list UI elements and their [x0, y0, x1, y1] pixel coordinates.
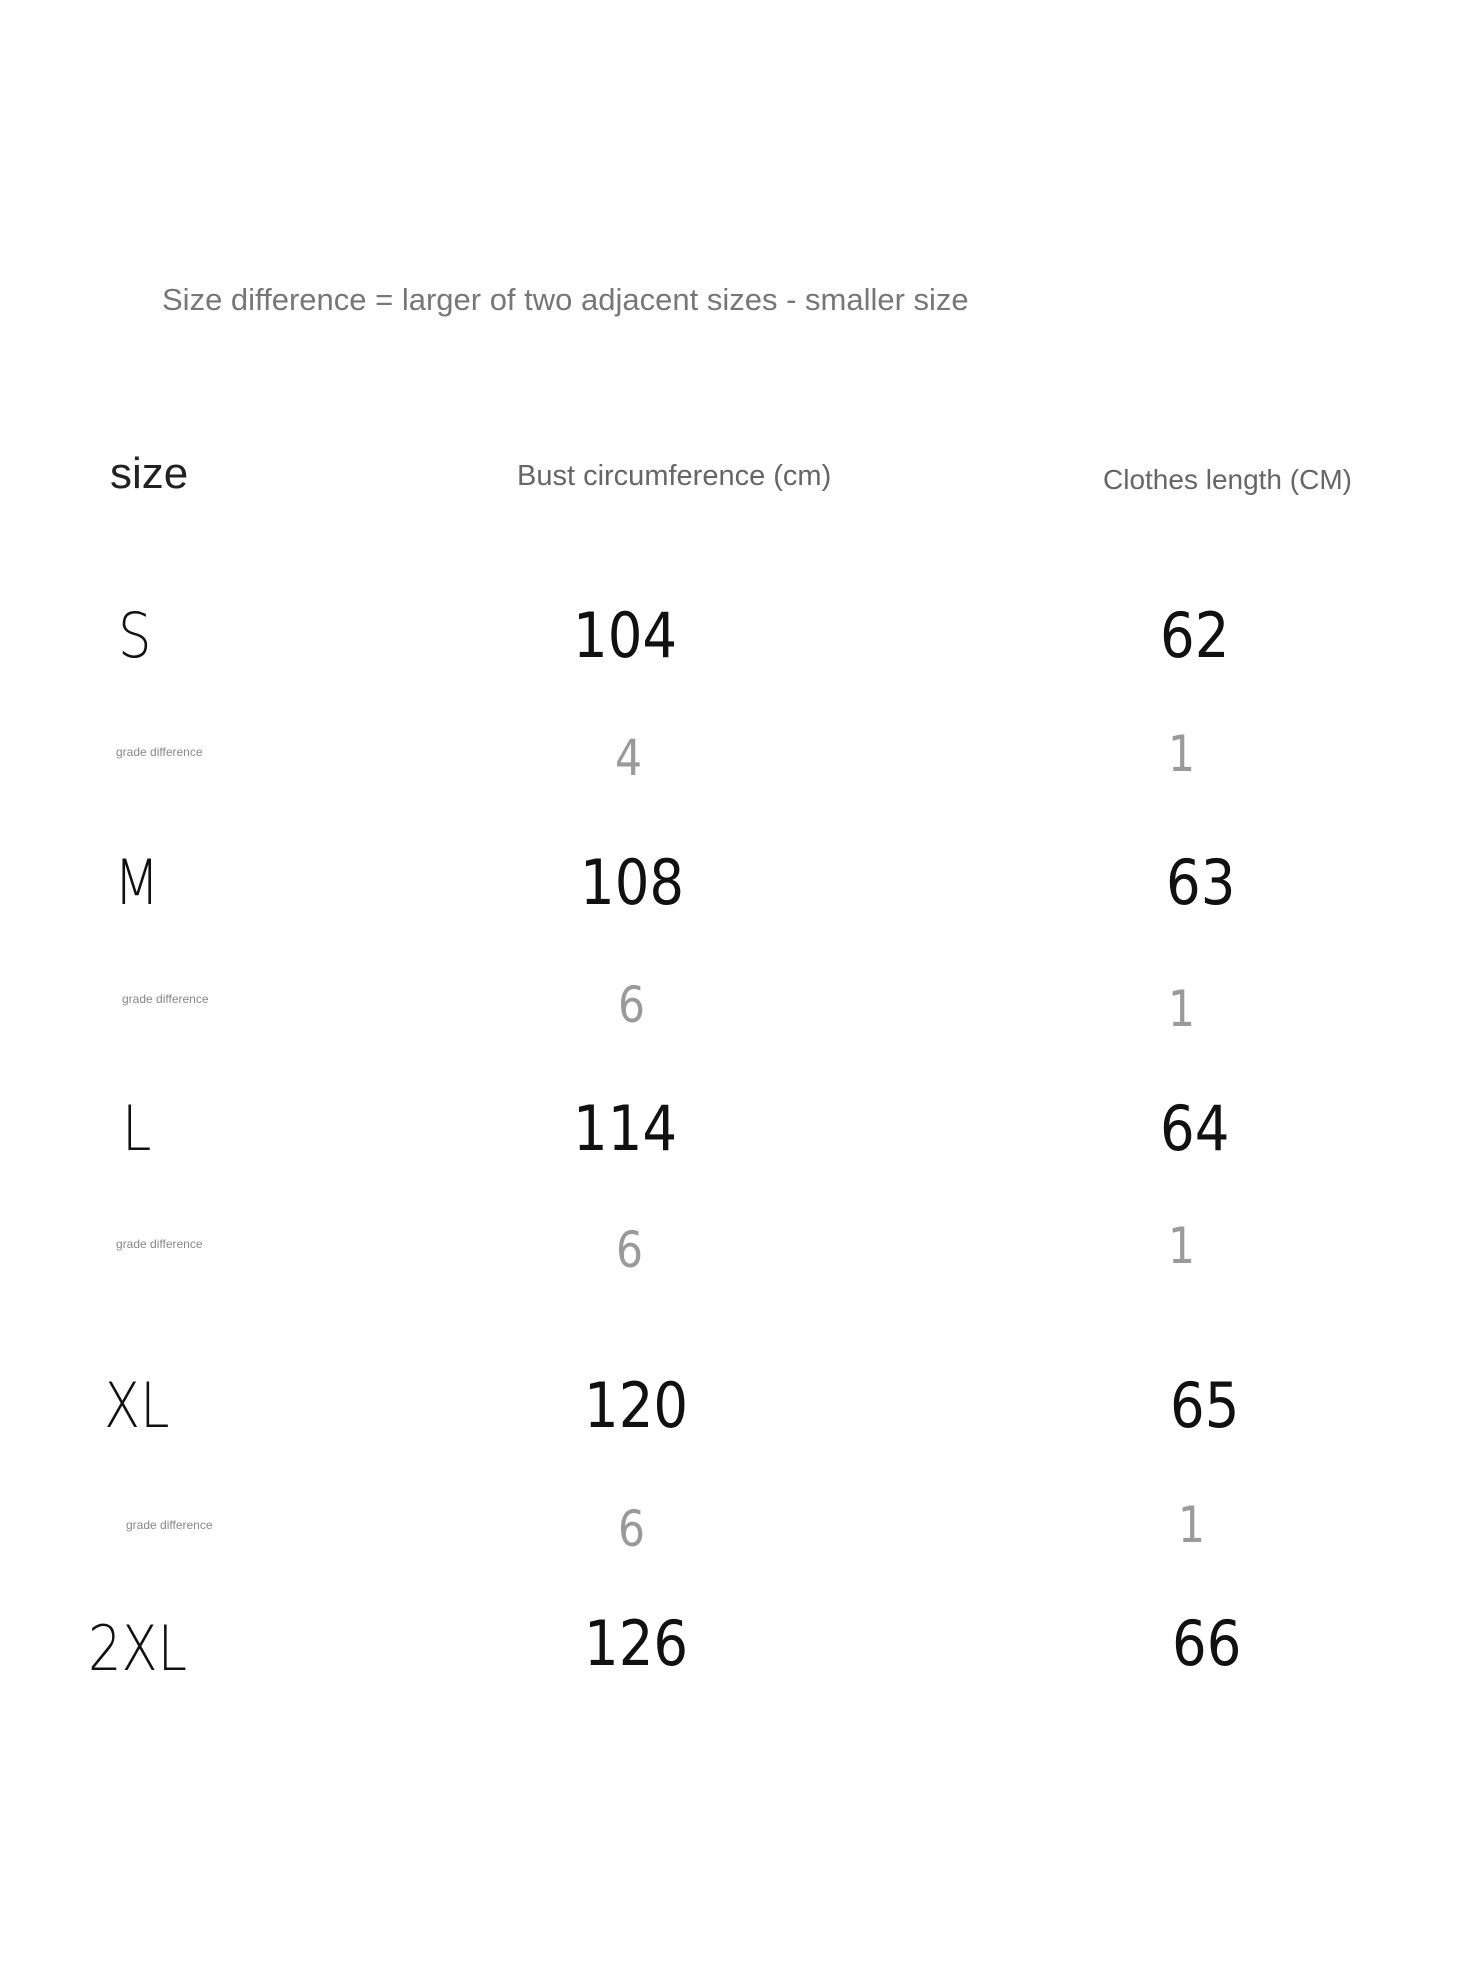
length-difference-value: 1 [1168, 980, 1196, 1038]
bust-difference-value: 6 [616, 1221, 644, 1279]
size-label: M [114, 846, 160, 919]
bust-difference-value: 6 [618, 1500, 646, 1558]
length-value: 64 [1160, 1092, 1230, 1165]
bust-value: 114 [573, 1092, 678, 1165]
size-label: 2XL [88, 1612, 187, 1685]
size-label: S [118, 599, 152, 672]
header-length: Clothes length (CM) [1103, 464, 1352, 495]
length-value: 65 [1170, 1369, 1240, 1442]
bust-difference-value: 4 [615, 729, 643, 787]
bust-difference-value: 6 [618, 976, 646, 1034]
size-difference-note: Size difference = larger of two adjacent sizes - smaller size [162, 282, 969, 317]
length-difference-value: 1 [1178, 1496, 1206, 1554]
header-bust: Bust circumference (cm) [517, 460, 832, 492]
bust-value: 104 [573, 599, 678, 672]
length-difference-value: 1 [1168, 725, 1196, 783]
grade-difference-label: grade difference [122, 992, 209, 1006]
length-value: 66 [1172, 1607, 1242, 1680]
size-label: XL [104, 1369, 170, 1442]
bust-value: 126 [584, 1607, 689, 1680]
bust-value: 120 [584, 1369, 689, 1442]
length-difference-value: 1 [1168, 1217, 1196, 1275]
length-value: 63 [1166, 846, 1236, 919]
grade-difference-label: grade difference [126, 1518, 213, 1532]
header-size: size [110, 449, 189, 498]
size-label: L [122, 1092, 152, 1165]
length-value: 62 [1160, 599, 1230, 672]
bust-value: 108 [580, 846, 685, 919]
grade-difference-label: grade difference [116, 745, 203, 759]
grade-difference-label: grade difference [116, 1237, 203, 1251]
